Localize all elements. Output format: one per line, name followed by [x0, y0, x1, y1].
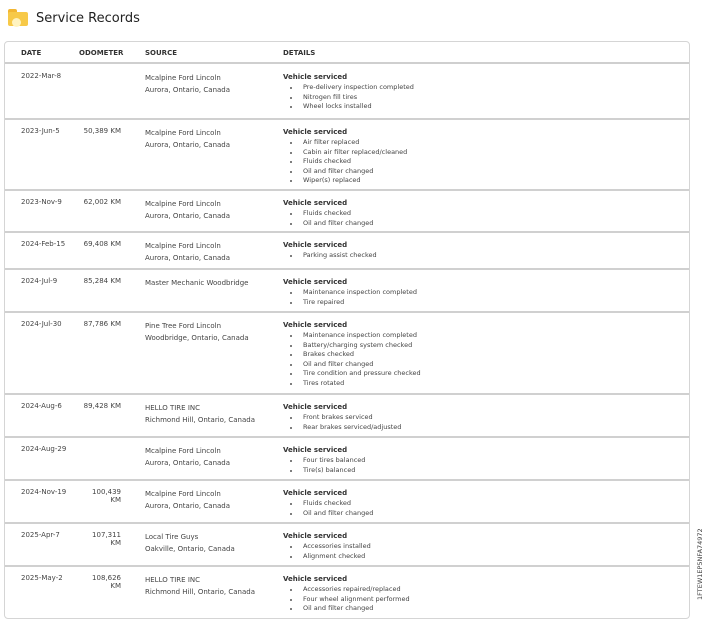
details-item: Oil and filter changed	[283, 509, 373, 519]
details-title: Vehicle serviced	[283, 278, 348, 286]
table-row	[5, 313, 689, 395]
details-title: Vehicle serviced	[283, 199, 348, 207]
page-header	[6, 3, 140, 33]
details-list	[283, 542, 371, 561]
record-date: 2025-May-2	[21, 574, 63, 582]
details-item: Fluids checked	[283, 209, 373, 219]
record-details	[283, 445, 365, 475]
record-date: 2024-Aug-6	[21, 402, 62, 410]
details-list	[283, 209, 373, 228]
column-header-odometer: ODOMETER	[79, 49, 124, 57]
details-title: Vehicle serviced	[283, 73, 348, 81]
record-details	[283, 320, 421, 389]
source-location: Aurora, Ontario, Canada	[145, 86, 231, 94]
details-item: Nitrogen fill tires	[283, 93, 414, 103]
table-header	[5, 42, 689, 64]
details-item: Wheel locks installed	[283, 102, 414, 112]
details-item: Accessories installed	[283, 542, 371, 552]
details-item: Oil and filter changed	[283, 219, 373, 229]
record-date: 2024-Nov-19	[21, 488, 67, 496]
details-title: Vehicle serviced	[283, 241, 348, 249]
details-item: Parking assist checked	[283, 251, 377, 261]
record-source	[145, 320, 249, 344]
table-row	[5, 65, 689, 120]
record-odometer: 62,002 KM	[83, 198, 121, 206]
details-item: Tire(s) balanced	[283, 466, 365, 476]
details-item: Cabin air filter replaced/cleaned	[283, 148, 407, 158]
source-name: Mcalpine Ford Lincoln	[145, 447, 221, 455]
source-name: HELLO TIRE INC	[145, 576, 201, 584]
details-list	[283, 288, 417, 307]
details-item: Tire repaired	[283, 298, 417, 308]
details-item: Oil and filter changed	[283, 604, 410, 614]
source-location: Aurora, Ontario, Canada	[145, 141, 231, 149]
record-date: 2023-Nov-9	[21, 198, 62, 206]
vin-number: 1FTEW1EP5NFA74972	[696, 528, 704, 600]
details-item: Battery/charging system checked	[283, 341, 421, 351]
record-date: 2024-Aug-29	[21, 445, 67, 453]
record-date: 2024-Jul-30	[21, 320, 62, 328]
source-location: Woodbridge, Ontario, Canada	[145, 334, 249, 342]
details-title: Vehicle serviced	[283, 446, 348, 454]
table-row	[5, 120, 689, 191]
record-date: 2024-Jul-9	[21, 277, 58, 285]
record-details	[283, 127, 407, 186]
record-details	[283, 72, 414, 112]
details-list	[283, 331, 421, 389]
details-item: Fluids checked	[283, 157, 407, 167]
column-header-details: DETAILS	[283, 49, 316, 57]
record-details	[283, 240, 377, 261]
folder-icon	[6, 6, 30, 30]
source-location: Richmond Hill, Ontario, Canada	[145, 588, 256, 596]
record-date: 2023-Jun-5	[21, 127, 60, 135]
details-item: Front brakes serviced	[283, 413, 401, 423]
details-list	[283, 456, 365, 475]
details-title: Vehicle serviced	[283, 128, 348, 136]
details-item: Fluids checked	[283, 499, 373, 509]
table-row	[5, 270, 689, 313]
details-item: Maintenance inspection completed	[283, 331, 421, 341]
record-details	[283, 198, 373, 228]
source-name: Pine Tree Ford Lincoln	[145, 322, 222, 330]
details-title: Vehicle serviced	[283, 532, 348, 540]
table-row	[5, 481, 689, 524]
record-source	[145, 198, 230, 222]
source-location: Aurora, Ontario, Canada	[145, 502, 231, 510]
details-title: Vehicle serviced	[283, 403, 348, 411]
record-date: 2022-Mar-8	[21, 72, 62, 80]
record-source	[145, 72, 230, 96]
record-source	[145, 445, 230, 469]
details-item: Alignment checked	[283, 552, 371, 562]
record-odometer: 50,389 KM	[83, 127, 121, 135]
table-row	[5, 524, 689, 567]
source-name: Local Tire Guys	[145, 533, 199, 541]
record-odometer: 85,284 KM	[83, 277, 121, 285]
details-item: Oil and filter changed	[283, 360, 421, 370]
details-item: Rear brakes serviced/adjusted	[283, 423, 401, 433]
record-odometer: 108,626 KM	[92, 574, 121, 590]
service-records-table	[4, 41, 690, 619]
record-date: 2024-Feb-15	[21, 240, 66, 248]
details-list	[283, 138, 407, 186]
record-source	[145, 127, 230, 151]
record-odometer: 100,439 KM	[92, 488, 121, 504]
details-item: Four tires balanced	[283, 456, 365, 466]
details-title: Vehicle serviced	[283, 321, 348, 329]
details-title: Vehicle serviced	[283, 489, 348, 497]
source-name: Mcalpine Ford Lincoln	[145, 490, 221, 498]
table-row	[5, 233, 689, 270]
page-title: Service Records	[36, 10, 140, 26]
record-source	[145, 488, 230, 512]
record-odometer: 89,428 KM	[83, 402, 121, 410]
source-name: Mcalpine Ford Lincoln	[145, 74, 221, 82]
source-location: Richmond Hill, Ontario, Canada	[145, 416, 256, 424]
details-item: Accessories repaired/replaced	[283, 585, 410, 595]
record-details	[283, 488, 373, 518]
table-row	[5, 191, 689, 233]
details-item: Tires rotated	[283, 379, 421, 389]
source-name: Mcalpine Ford Lincoln	[145, 200, 221, 208]
details-item: Four wheel alignment performed	[283, 595, 410, 605]
details-title: Vehicle serviced	[283, 575, 348, 583]
record-source	[145, 277, 249, 289]
table-row	[5, 395, 689, 438]
record-details	[283, 531, 371, 561]
source-name: Mcalpine Ford Lincoln	[145, 242, 221, 250]
source-location: Aurora, Ontario, Canada	[145, 254, 231, 262]
source-location: Aurora, Ontario, Canada	[145, 459, 231, 467]
source-location: Aurora, Ontario, Canada	[145, 212, 231, 220]
table-row	[5, 567, 689, 619]
record-odometer: 87,786 KM	[83, 320, 121, 328]
record-odometer: 107,311 KM	[92, 531, 121, 547]
record-source	[145, 531, 235, 555]
record-source	[145, 402, 255, 426]
details-item: Maintenance inspection completed	[283, 288, 417, 298]
details-list	[283, 83, 414, 112]
details-item: Wiper(s) replaced	[283, 176, 407, 186]
details-list	[283, 499, 373, 518]
record-source	[145, 240, 230, 264]
column-header-source: SOURCE	[145, 49, 177, 57]
details-item: Pre-delivery inspection completed	[283, 83, 414, 93]
details-item: Oil and filter changed	[283, 167, 407, 177]
details-item: Tire condition and pressure checked	[283, 369, 421, 379]
record-details	[283, 277, 417, 307]
column-header-date: DATE	[21, 49, 42, 57]
record-details	[283, 402, 401, 432]
details-item: Air filter replaced	[283, 138, 407, 148]
record-date: 2025-Apr-7	[21, 531, 60, 539]
record-odometer: 69,408 KM	[83, 240, 121, 248]
details-list	[283, 413, 401, 432]
record-details	[283, 574, 410, 614]
source-name: Master Mechanic Woodbridge	[145, 279, 249, 287]
source-name: Mcalpine Ford Lincoln	[145, 129, 221, 137]
record-source	[145, 574, 255, 598]
details-item: Brakes checked	[283, 350, 421, 360]
source-location: Oakville, Ontario, Canada	[145, 545, 235, 553]
source-name: HELLO TIRE INC	[145, 404, 201, 412]
details-list	[283, 251, 377, 261]
details-list	[283, 585, 410, 614]
table-row	[5, 438, 689, 481]
